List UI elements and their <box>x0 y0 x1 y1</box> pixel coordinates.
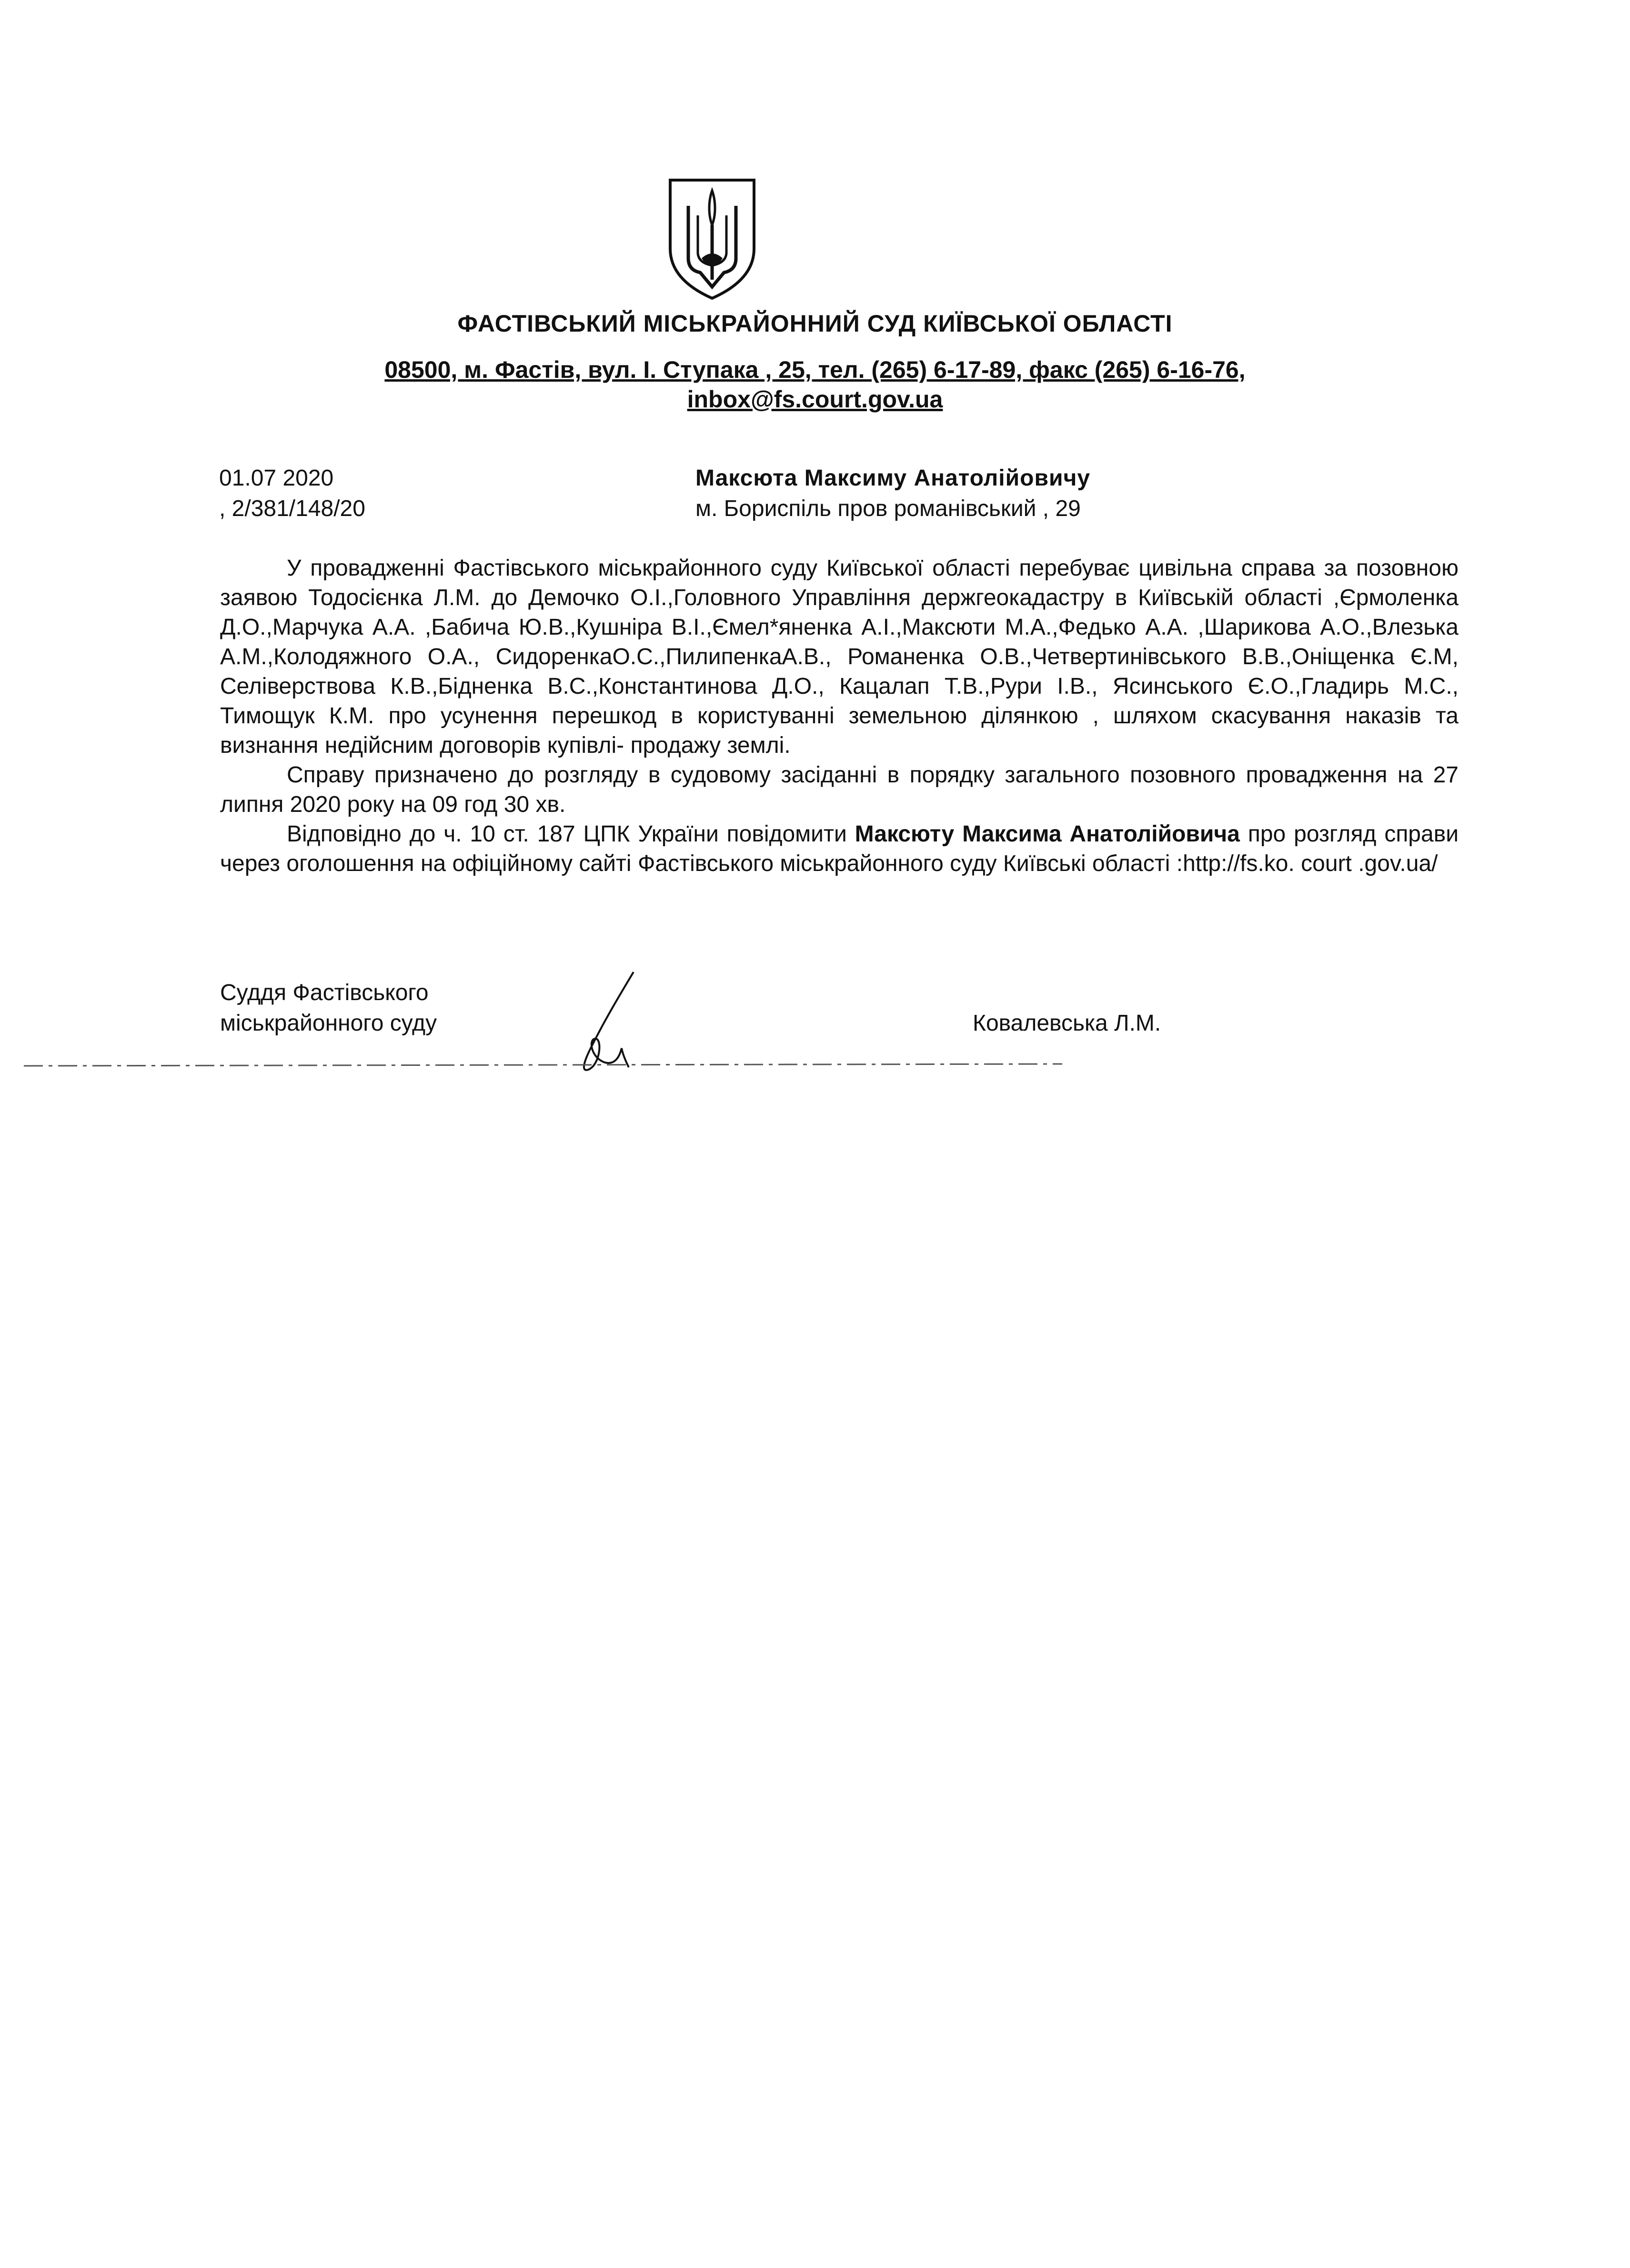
judge-position <box>220 978 437 1039</box>
coat-of-arms-icon <box>664 177 760 301</box>
court-email: inbox@fs.court.gov.ua <box>687 386 943 413</box>
court-name: ФАСТІВСЬКИЙ МІСЬКРАЙОННИЙ СУД КИЇВСЬКОЇ ОБЛАСТІ <box>457 310 1173 337</box>
judge-position-line1: Суддя Фастівського <box>220 980 429 1005</box>
body-paragraph-3 <box>220 820 1459 879</box>
recipient-address: м. Бориспіль пров романівський , 29 <box>695 496 1081 521</box>
letter-body <box>220 554 1459 879</box>
body-paragraph-2: Справу призначено до розгляду в судовому засіданні в порядку загального позовного провадження на 27 липня 2020 року на 09 год 30 хв. <box>220 762 1459 817</box>
case-number: , 2/381/148/20 <box>219 496 365 521</box>
document-date: 01.07 2020 <box>219 466 334 491</box>
document-meta <box>219 463 365 524</box>
recipient-name: Максюта Максиму Анатолійовичу <box>695 466 1091 491</box>
body-paragraph-3-end: про розгляд справи через оголошення на офіційному сайті Фастівського міськрайонного суду Київські області :http://fs.ko. court .gov.ua/ <box>220 821 1459 876</box>
scan-artifact-line <box>24 1060 1062 1070</box>
court-address-line1: 08500, м. Фастів, вул. І. Ступака , 25, тел. (265) 6-17-89, факс (265) 6-16-76, <box>384 356 1246 383</box>
judge-position-line2: міськрайонного суду <box>220 1011 437 1036</box>
addressee-name-bold: Максюту Максима Анатолійовича <box>855 821 1240 847</box>
judge-name: Ковалевська Л.М. <box>973 1011 1161 1036</box>
court-address <box>0 355 1630 414</box>
body-paragraph-1: У провадженні Фастівського міськрайонного суду Київської області перебуває цивільна справа за позовною заявою Тодосієнка Л.М. до Демочко О.І.,Головного Управління держгеокадастру в Київській області ,Єрмоленка Д.О.,Марчука А.А. ,Бабича Ю.В.,Кушніра В.І.,Ємел*яненка А.І.,Максюти М.А.,Федько А.А. ,Шарикова А.О.,Влезька А.М.,Колодяжного О.А., СидоренкаО.С.,ПилипенкаА.В., Романенка О.В.,Четвертинівського В.В.,Оніщенка Є.М, Селіверствова К.В.,Бідненка В.С.,Константинова Д.О., Кацалап Т.В.,Рури І.В., Ясинського Є.О.,Гладирь М.С., Тимощук К.М. про усунення перешкод в користуванні земельною ділянкою , шляхом скасування наказів та визнання недійсним договорів купівлі- продажу землі. <box>220 556 1459 758</box>
recipient-block <box>695 463 1090 524</box>
body-paragraph-3-start: Відповідно до ч. 10 ст. 187 ЦПК України повідомити <box>287 821 855 847</box>
